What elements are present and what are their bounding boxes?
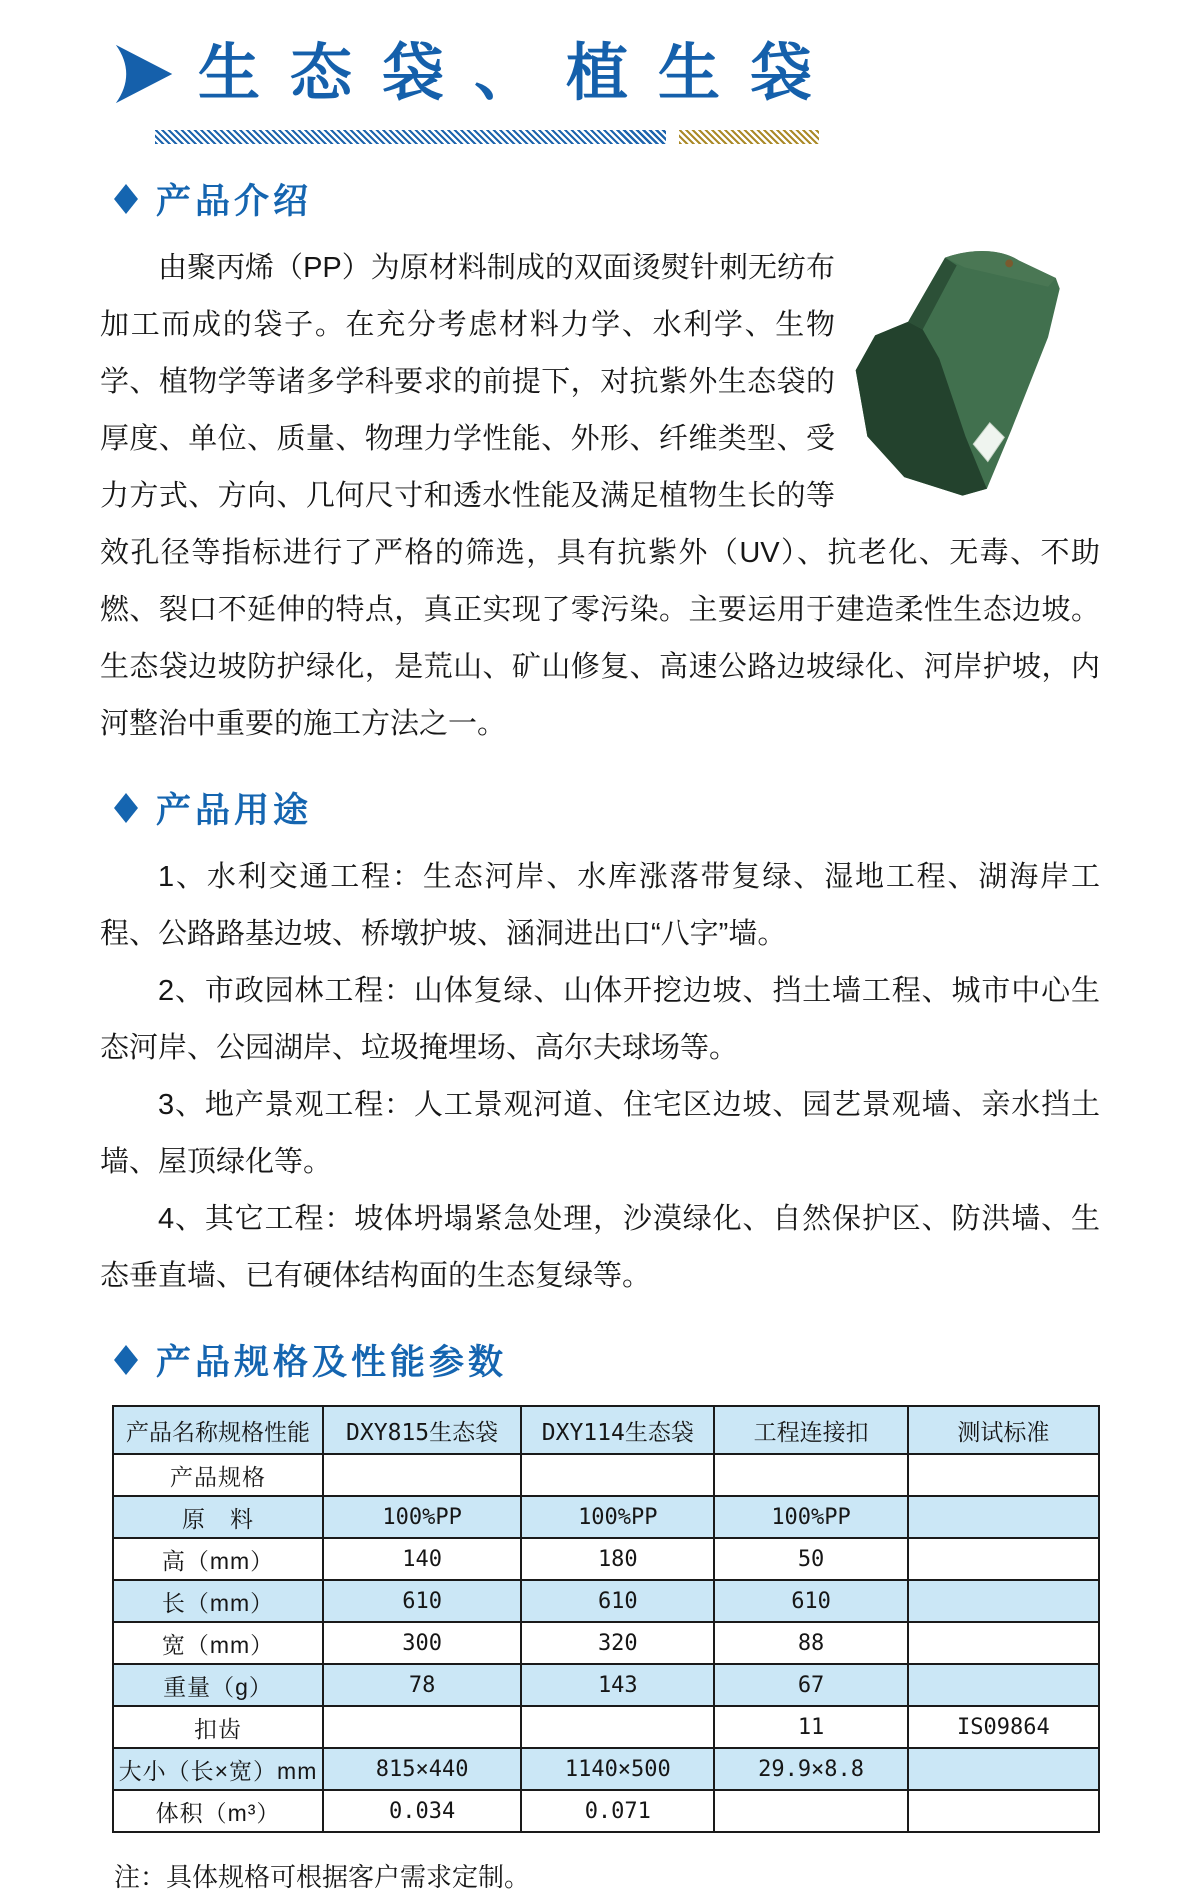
- section-uses: [100, 783, 1100, 1305]
- diamond-icon: [114, 1345, 138, 1375]
- cell: [521, 1706, 714, 1748]
- cell: [908, 1790, 1099, 1832]
- row-label: 原 料: [113, 1496, 323, 1538]
- cell: [908, 1496, 1099, 1538]
- table-row: [113, 1706, 1099, 1748]
- cell: [908, 1454, 1099, 1496]
- cell: 180: [521, 1538, 714, 1580]
- diamond-icon: [114, 184, 138, 214]
- divider-blue-hatch: [155, 130, 666, 144]
- table-row: [113, 1622, 1099, 1664]
- row-label: 扣齿: [113, 1706, 323, 1748]
- cell: 1140×500: [521, 1748, 714, 1790]
- divider-gold-hatch: [679, 130, 819, 144]
- cell: 0.071: [521, 1790, 714, 1832]
- cell: 100%PP: [323, 1496, 521, 1538]
- use-item: 3、地产景观工程：人工景观河道、住宅区边坡、园艺景观墙、亲水挡土墙、屋顶绿化等。: [100, 1089, 1100, 1178]
- table-row: [113, 1454, 1099, 1496]
- section-intro-title: 产品介绍: [156, 182, 313, 221]
- intro-body: [100, 240, 1100, 753]
- table-row: [113, 1496, 1099, 1538]
- table-row: [113, 1790, 1099, 1832]
- diamond-icon: [114, 793, 138, 823]
- cell: 610: [323, 1580, 521, 1622]
- cell: [908, 1748, 1099, 1790]
- cell: 78: [323, 1664, 521, 1706]
- table-row: [113, 1580, 1099, 1622]
- cell: [908, 1538, 1099, 1580]
- cell: 11: [714, 1706, 907, 1748]
- row-label: 高（mm）: [113, 1538, 323, 1580]
- col-header: 工程连接扣: [714, 1406, 907, 1454]
- section-intro-heading-row: [114, 174, 1100, 224]
- table-row: [113, 1664, 1099, 1706]
- section-specs-title: 产品规格及性能参数: [156, 1343, 508, 1382]
- section-specs: [100, 1335, 1100, 1833]
- hatched-divider: [155, 130, 1100, 144]
- cell: [714, 1790, 907, 1832]
- cell: [908, 1622, 1099, 1664]
- row-label: 重量（g）: [113, 1664, 323, 1706]
- intro-paragraph: 由聚丙烯（PP）为原材料制成的双面烫熨针刺无纺布加工而成的袋子。在充分考虑材料力学、水利学、生物学、植物学等诸多学科要求的前提下，对抗紫外生态袋的厚度、单位、质量、物理力学性能、外形、纤维类型、受力方式、方向、几何尺寸和透水性能及满足植物生长的等效孔径等指标进行了严格的筛选，具有抗紫外（UV）、抗老化、无毒、不助燃、裂口不延伸的特点，真正实现了零污染。主要运用于建造柔性生态边坡。生态袋边坡防护绿化，是荒山、矿山修复、高速公路边坡绿化、河岸护坡，内河整治中重要的施工方法之一。: [100, 252, 1100, 740]
- section-specs-heading-row: [114, 1335, 1100, 1385]
- spec-table: [112, 1405, 1100, 1833]
- row-label: 宽（mm）: [113, 1622, 323, 1664]
- page-title: 生态袋、植生袋: [198, 40, 843, 108]
- cell: 100%PP: [521, 1496, 714, 1538]
- row-label: 长（mm）: [113, 1580, 323, 1622]
- col-header: DXY815生态袋: [323, 1406, 521, 1454]
- cell: 88: [714, 1622, 907, 1664]
- cell: [521, 1454, 714, 1496]
- cell: [714, 1454, 907, 1496]
- use-item: 2、市政园林工程：山体复绿、山体开挖边坡、挡土墙工程、城市中心生态河岸、公园湖岸、垃圾掩埋场、高尔夫球场等。: [100, 975, 1100, 1064]
- eco-bag-image: [847, 244, 1082, 516]
- cell: 67: [714, 1664, 907, 1706]
- row-label: 体积（m³）: [113, 1790, 323, 1832]
- cell: 320: [521, 1622, 714, 1664]
- row-label: 大小（长×宽）mm: [113, 1748, 323, 1790]
- table-row: [113, 1538, 1099, 1580]
- cell: 143: [521, 1664, 714, 1706]
- cell: [323, 1454, 521, 1496]
- use-item: 1、水利交通工程：生态河岸、水库涨落带复绿、湿地工程、湖海岸工程、公路路基边坡、桥墩护坡、涵洞进出口“八字”墙。: [100, 861, 1100, 950]
- cell: 29.9×8.8: [714, 1748, 907, 1790]
- cell: 610: [521, 1580, 714, 1622]
- cell: 100%PP: [714, 1496, 907, 1538]
- cell: 815×440: [323, 1748, 521, 1790]
- cell: [908, 1664, 1099, 1706]
- cell: IS09864: [908, 1706, 1099, 1748]
- cell: 50: [714, 1538, 907, 1580]
- section-uses-heading-row: [114, 783, 1100, 833]
- col-header: 测试标准: [908, 1406, 1099, 1454]
- arrow-right-icon: [114, 43, 176, 105]
- col-header: DXY114生态袋: [521, 1406, 714, 1454]
- table-row: [113, 1748, 1099, 1790]
- custom-order-note: 注：具体规格可根据客户需求定制。: [114, 1862, 531, 1892]
- cell: [908, 1580, 1099, 1622]
- page-header: [114, 34, 1100, 114]
- cell: 0.034: [323, 1790, 521, 1832]
- row-label: 产品规格: [113, 1454, 323, 1496]
- use-item: 4、其它工程：坡体坍塌紧急处理，沙漠绿化、自然保护区、防洪墙、生态垂直墙、已有硬体结构面的生态复绿等。: [100, 1203, 1100, 1292]
- spec-table-header-row: [113, 1406, 1099, 1454]
- section-uses-title: 产品用途: [156, 791, 313, 830]
- cell: 140: [323, 1538, 521, 1580]
- section-intro: [100, 174, 1100, 753]
- cell: [323, 1706, 521, 1748]
- cell: 610: [714, 1580, 907, 1622]
- product-photo: [847, 244, 1082, 516]
- col-header: 产品名称规格性能: [113, 1406, 323, 1454]
- cell: 300: [323, 1622, 521, 1664]
